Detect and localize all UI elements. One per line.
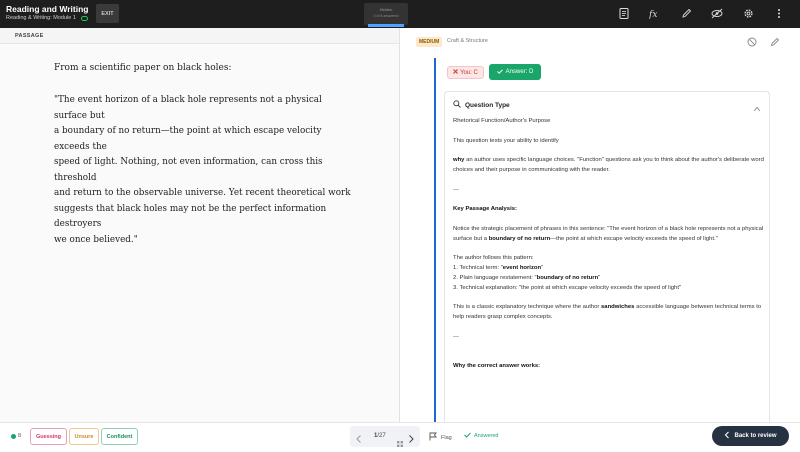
page-current: 1 bbox=[374, 433, 378, 439]
question-pager bbox=[350, 426, 420, 447]
passage-line: we once believed." bbox=[54, 234, 138, 245]
correct-answer-label: Answer: D bbox=[505, 69, 534, 75]
notes-icon[interactable] bbox=[617, 6, 631, 20]
question-header bbox=[400, 28, 800, 50]
module-label: Reading & Writing: Module 1 bbox=[6, 15, 76, 21]
your-answer-label: You: C bbox=[460, 69, 478, 76]
passage-intro: From a scientific paper on black holes: bbox=[54, 63, 232, 73]
cloud-sync-icon bbox=[81, 16, 88, 21]
separator: --- bbox=[453, 186, 459, 193]
check-icon bbox=[497, 69, 503, 76]
why-paragraph bbox=[453, 156, 765, 176]
more-icon[interactable] bbox=[772, 6, 786, 20]
grid-icon[interactable] bbox=[397, 434, 403, 452]
passage-line: speed of light. Nothing, not even information, can cross this threshold bbox=[54, 157, 323, 183]
answered-count: 0 of 8 answered bbox=[373, 14, 399, 18]
timer-label: Hidden bbox=[379, 7, 393, 12]
question-type-name: Rhetorical Function/Author's Purpose bbox=[453, 118, 551, 124]
status-count: 8 bbox=[18, 433, 22, 439]
app-title: Reading and Writing bbox=[6, 4, 89, 14]
hide-icon[interactable] bbox=[710, 6, 724, 20]
passage-line: a boundary of no return—the point at which escape velocity exceeds the bbox=[54, 126, 322, 152]
annotate-icon[interactable] bbox=[769, 36, 781, 48]
formula-icon[interactable] bbox=[648, 6, 662, 20]
chevron-left-icon bbox=[724, 431, 730, 441]
separator-2: --- bbox=[453, 333, 459, 340]
confident-button[interactable]: Confident bbox=[101, 428, 138, 445]
flag-icon bbox=[429, 432, 437, 443]
guessing-button[interactable]: Guessing bbox=[30, 428, 67, 445]
classic-paragraph: This is a classic explanatory technique where the author sandwiches accessible language between technical terms to help readers grasp complex concepts. bbox=[453, 304, 762, 320]
passage-text[interactable] bbox=[54, 93, 354, 248]
pencil-icon[interactable] bbox=[679, 6, 693, 20]
top-bar bbox=[0, 0, 800, 28]
chevron-up-icon[interactable] bbox=[753, 99, 761, 117]
eliminate-icon[interactable] bbox=[746, 36, 758, 48]
passage-panel bbox=[0, 28, 399, 422]
correct-answer-badge bbox=[489, 64, 541, 80]
passage-line: suggests that black holes may not be the perfect information destroyers bbox=[54, 203, 327, 229]
page-indicator[interactable] bbox=[374, 433, 386, 439]
back-to-review-button[interactable] bbox=[712, 426, 789, 446]
close-icon bbox=[453, 69, 458, 76]
pattern-item-3: 3. Technical explanation: "the point at which escape velocity exceeds the speed of light" bbox=[453, 284, 682, 291]
back-label: Back to review bbox=[734, 433, 777, 439]
pattern-item-1: 1. Technical term: "event horizon" bbox=[453, 264, 544, 271]
card-title: Question Type bbox=[465, 101, 510, 109]
pattern-item-2: 2. Plain language restatement: "boundary of no return" bbox=[453, 274, 601, 281]
question-type-header[interactable] bbox=[453, 100, 510, 110]
module-subtitle bbox=[6, 15, 88, 21]
intro-line: This question tests your ability to identify bbox=[453, 137, 559, 144]
chevron-right-icon[interactable] bbox=[407, 431, 415, 449]
check-icon bbox=[464, 432, 471, 440]
pattern-intro: The author follows this pattern: bbox=[453, 255, 534, 262]
toolbar-icons bbox=[617, 6, 786, 20]
search-icon bbox=[453, 100, 461, 110]
flag-button[interactable] bbox=[429, 432, 452, 443]
flag-label: Flag bbox=[441, 434, 452, 441]
exit-button[interactable]: EXIT bbox=[96, 4, 119, 23]
bottom-bar bbox=[0, 422, 800, 450]
timer-panel[interactable] bbox=[364, 3, 408, 25]
difficulty-badge: MEDIUM bbox=[416, 37, 442, 47]
question-category: Craft & Structure bbox=[447, 38, 488, 44]
analysis-title: Key Passage Analysis: bbox=[453, 206, 517, 213]
chevron-left-icon[interactable] bbox=[355, 431, 363, 449]
passage-header: PASSAGE bbox=[0, 28, 399, 44]
svg-text:fx: fx bbox=[649, 9, 658, 19]
unsure-button[interactable]: Unsure bbox=[69, 428, 99, 445]
works-title: Why the correct answer works: bbox=[453, 362, 541, 369]
progress-indicator bbox=[368, 24, 404, 27]
passage-line: "The event horizon of a black hole represents not a physical surface but bbox=[54, 95, 322, 121]
status-dot bbox=[11, 434, 16, 439]
page-total: /27 bbox=[377, 433, 386, 439]
why-bold: why bbox=[453, 157, 465, 164]
passage-line: and return to the observable universe. Yet recent theoretical work bbox=[54, 188, 351, 198]
analysis-paragraph: Notice the strategic placement of phrases in this sentence: "The event horizon of a black hole represents not a physical surface but a boundary of no return—the point at which escape velocity exceeds the speed of light." bbox=[453, 225, 764, 242]
answered-status bbox=[464, 432, 498, 440]
explanation-content bbox=[453, 117, 765, 372]
selection-rail bbox=[434, 58, 436, 422]
answered-label: Answered bbox=[474, 433, 499, 439]
question-panel bbox=[400, 28, 800, 422]
your-answer-badge bbox=[447, 66, 484, 79]
why-rest: an author uses specific language choices. "Function" questions ask you to think about the author's deliberate word choices and their purpose in communicating with the reader. bbox=[453, 157, 764, 173]
explanation-card bbox=[444, 91, 770, 422]
settings-icon[interactable] bbox=[741, 6, 755, 20]
